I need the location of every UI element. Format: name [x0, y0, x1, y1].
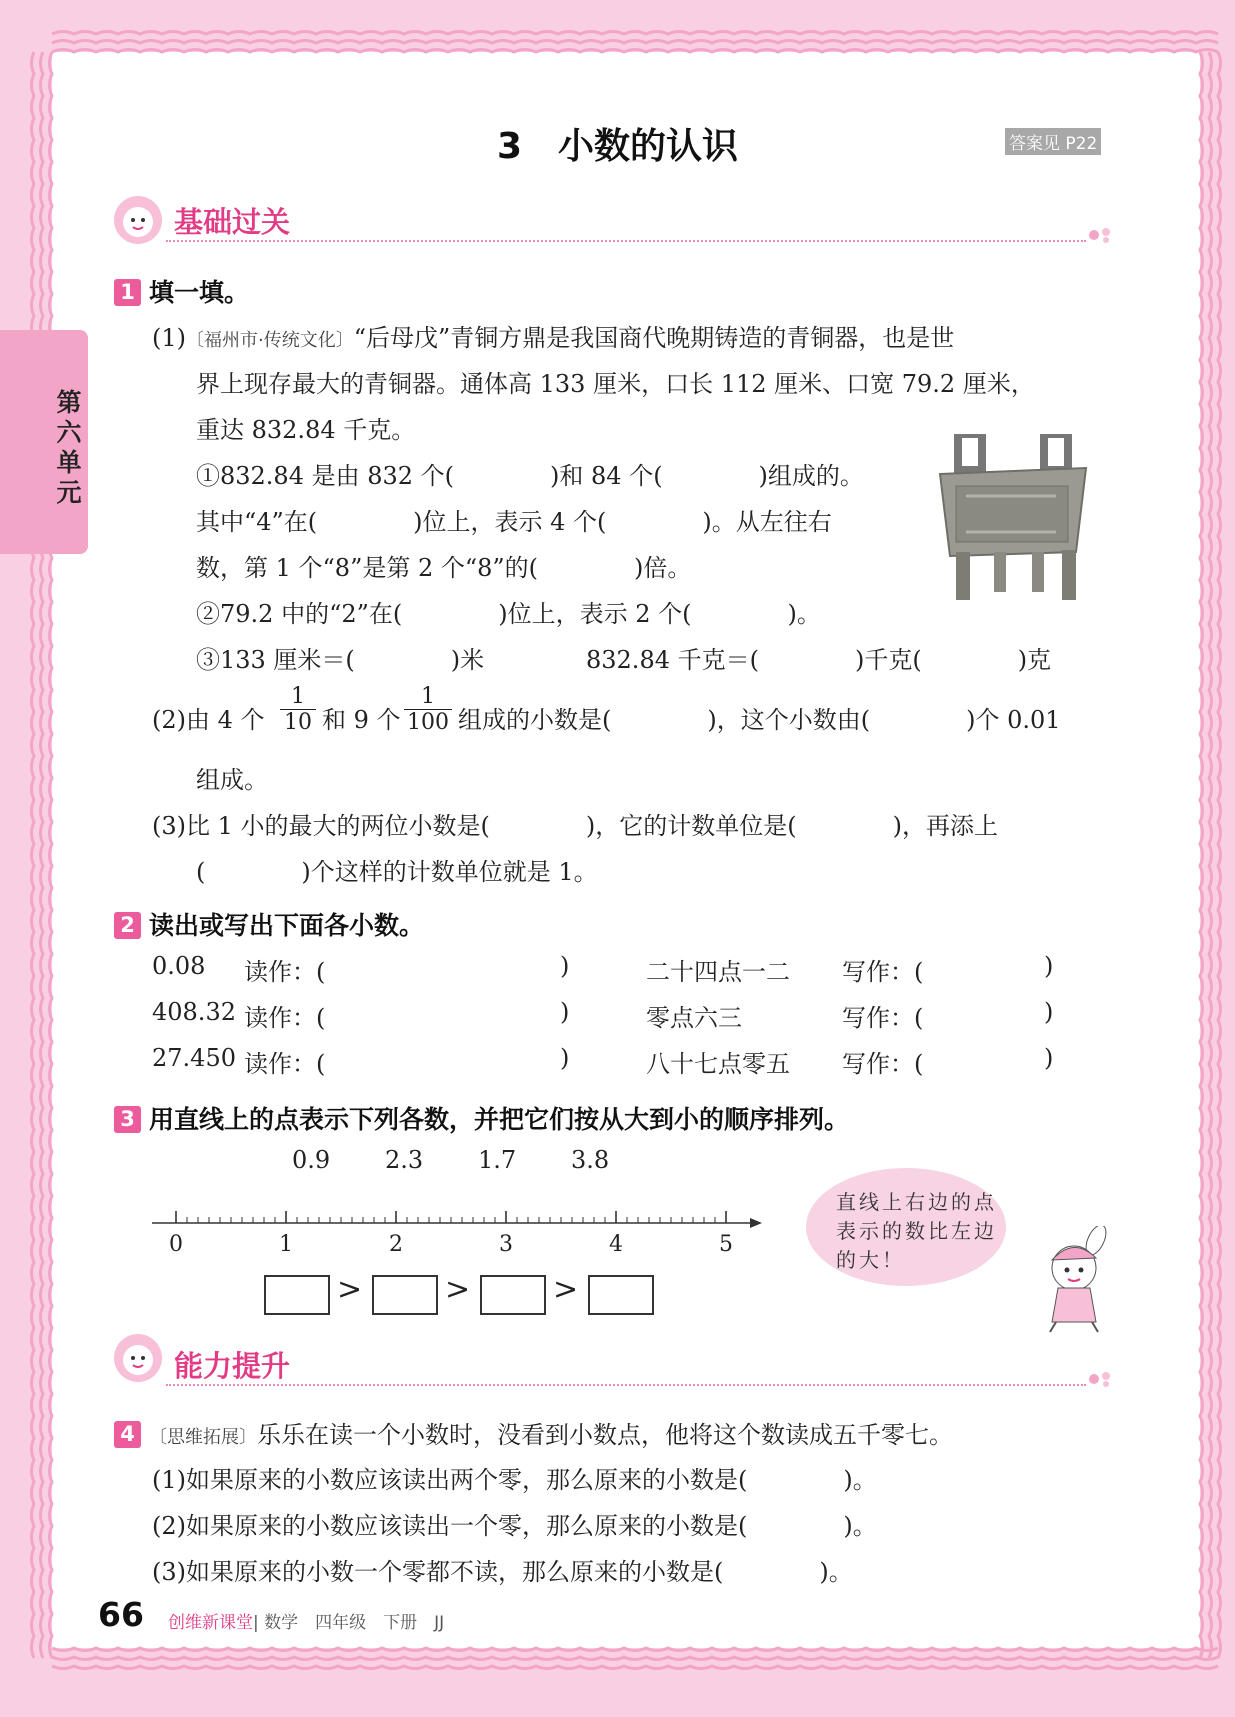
divider-dots-icon [1088, 1370, 1116, 1388]
question-number-badge: 3 [114, 1106, 141, 1133]
q4-sub1: (1)如果原来的小数应该读出两个零，那么原来的小数是( )。 [152, 1466, 877, 1494]
q2-write-label: 写作：( [842, 1050, 924, 1078]
question-4-tag: 〔思维拓展〕 [149, 1427, 257, 1448]
q3-number-4: 3.8 [571, 1146, 610, 1174]
q1-part1-line2: 界上现存最大的青铜器。通体高 133 厘米，口长 112 厘米、口宽 79.2 厘米， [196, 370, 1035, 398]
q2-decimal-number: 0.08 [152, 952, 206, 980]
answer-box-2[interactable] [372, 1275, 438, 1315]
wavy-border-bottom [52, 1657, 1218, 1660]
q1-part1-tag: 〔福州市·传统文化〕 [186, 330, 354, 351]
q1-part2-a: (2)由 4 个 [152, 706, 265, 734]
wavy-border-top [52, 41, 1218, 44]
arrow-right-icon [750, 1218, 762, 1228]
greater-than-sign: > [445, 1272, 471, 1307]
q3-number-3: 1.7 [478, 1146, 517, 1174]
q2-read-close: ) [560, 1044, 570, 1072]
question-number-badge: 2 [114, 912, 141, 939]
wavy-border-top [52, 32, 1218, 35]
page-title: 3 小数的认识 [496, 126, 739, 167]
wavy-border-top [52, 50, 1218, 53]
q2-write-label: 写作：( [842, 958, 924, 986]
q3-number-1: 0.9 [292, 1146, 331, 1174]
speech-bubble-text: 直线上右边的点表示的数比左边的大！ [836, 1190, 997, 1272]
fraction-numerator: 1 [280, 684, 316, 710]
q2-write-close: ) [1044, 998, 1054, 1026]
question-1-title: 填一填。 [149, 278, 250, 307]
q1-part2-c: 组成的小数是( )，这个小数由( )个 0.01 [458, 706, 1061, 734]
q2-decimal-words: 八十七点零五 [646, 1050, 790, 1078]
q2-read-close: ) [560, 998, 570, 1026]
fraction-one-hundredth [404, 684, 452, 735]
q2-read-close: ) [560, 952, 570, 980]
q1-sub1-line1: ①832.84 是由 832 个( )和 84 个( )组成的。 [196, 462, 864, 490]
greater-than-sign: > [337, 1272, 363, 1307]
divider-dots-icon [1088, 226, 1116, 244]
answer-box-1[interactable] [264, 1275, 330, 1315]
q2-write-label: 写作：( [842, 1004, 924, 1032]
wavy-border-bottom [52, 1648, 1218, 1651]
number-line [150, 1205, 770, 1275]
axis-tick-label: 3 [499, 1232, 513, 1257]
wavy-border-right [1200, 52, 1203, 1658]
wavy-border-right [1209, 52, 1212, 1658]
fraction-numerator: 1 [404, 684, 452, 710]
q1-part1-line3: 重达 832.84 千克。 [196, 416, 416, 444]
q4-sub2: (2)如果原来的小数应该读出一个零，那么原来的小数是( )。 [152, 1512, 877, 1540]
wavy-border-bottom [52, 1666, 1218, 1669]
q2-read-label: 读作：( [244, 1050, 326, 1078]
wavy-border-right [1218, 52, 1221, 1658]
mascot-avatar-icon [112, 194, 164, 246]
question-1-heading [114, 273, 249, 309]
question-number-badge: 4 [114, 1421, 141, 1448]
q2-decimal-number: 27.450 [152, 1044, 236, 1072]
footer-subject: | 数学 四年级 下册 JJ [253, 1613, 445, 1633]
wavy-border-left [32, 52, 35, 1658]
answer-reference-badge: 答案见 P22 [1005, 128, 1101, 155]
q1-sub3-left: ③133 厘米＝( )米 [196, 646, 485, 674]
wavy-border-left [41, 52, 44, 1658]
q2-write-close: ) [1044, 1044, 1054, 1072]
q2-read-label: 读作：( [244, 958, 326, 986]
section-title-advanced: 能力提升 [174, 1349, 291, 1383]
q4-sub3: (3)如果原来的小数一个零都不读，那么原来的小数是( )。 [152, 1558, 853, 1586]
q2-decimal-words: 零点六三 [646, 1004, 742, 1032]
fraction-denominator: 10 [284, 710, 312, 735]
wavy-border-left [50, 52, 53, 1658]
axis-tick-label: 1 [279, 1232, 293, 1257]
q1-part1-line1 [152, 318, 954, 353]
section-divider [166, 240, 1086, 242]
question-3-title: 用直线上的点表示下列各数，并把它们按从大到小的顺序排列。 [149, 1105, 850, 1134]
axis-tick-label: 4 [609, 1232, 623, 1257]
section-divider [166, 1384, 1086, 1386]
unit-side-tab-label: 第六单元 [56, 388, 82, 507]
q1-part1-text: “后母戊”青铜方鼎是我国商代晚期铸造的青铜器，也是世 [353, 324, 955, 352]
mascot-avatar-icon [112, 1332, 164, 1384]
greater-than-sign: > [553, 1272, 579, 1307]
q2-read-label: 读作：( [244, 1004, 326, 1032]
answer-box-3[interactable] [480, 1275, 546, 1315]
bronze-ding-image [936, 434, 1090, 604]
question-4-title: 乐乐在读一个小数时，没看到小数点，他将这个数读成五千零七。 [257, 1421, 953, 1449]
q1-part2-b: 和 9 个 [322, 706, 401, 734]
axis-tick-label: 0 [169, 1232, 183, 1257]
fraction-one-tenth [280, 684, 316, 735]
section-title-basic: 基础过关 [174, 205, 291, 239]
q1-part3-line1: (3)比 1 小的最大的两位小数是( )，它的计数单位是( )，再添上 [152, 812, 998, 840]
fraction-denominator: 100 [407, 710, 449, 735]
q2-decimal-number: 408.32 [152, 998, 236, 1026]
q1-sub2: ②79.2 中的“2”在( )位上，表示 2 个( )。 [196, 600, 821, 628]
question-4-heading [114, 1415, 953, 1450]
page-number: 66 [98, 1595, 144, 1634]
footer-brand-name: 创维新课堂 [168, 1613, 253, 1633]
axis-tick-label: 5 [719, 1232, 733, 1257]
question-number-badge: 1 [114, 279, 141, 306]
q1-part1-prefix: (1) [152, 324, 186, 352]
q1-sub3-right: 832.84 千克＝( )千克( )克 [586, 646, 1052, 674]
q2-decimal-words: 二十四点一二 [646, 958, 790, 986]
q1-part2-line2: 组成。 [196, 766, 268, 794]
question-2-heading [114, 906, 424, 942]
q1-sub1-line2: 其中“4”在( )位上，表示 4 个( )。从左往右 [196, 508, 832, 536]
q1-part3-line2: ( )个这样的计数单位就是 1。 [196, 858, 598, 886]
q3-number-2: 2.3 [385, 1146, 424, 1174]
footer-brand [168, 1608, 444, 1633]
answer-box-4[interactable] [588, 1275, 654, 1315]
q1-sub1-line3: 数，第 1 个“8”是第 2 个“8”的( )倍。 [196, 554, 692, 582]
q2-write-close: ) [1044, 952, 1054, 980]
rabbit-mascot-icon [1030, 1226, 1130, 1336]
question-3-heading [114, 1100, 849, 1136]
axis-tick-label: 2 [389, 1232, 403, 1257]
question-2-title: 读出或写出下面各小数。 [149, 911, 425, 940]
